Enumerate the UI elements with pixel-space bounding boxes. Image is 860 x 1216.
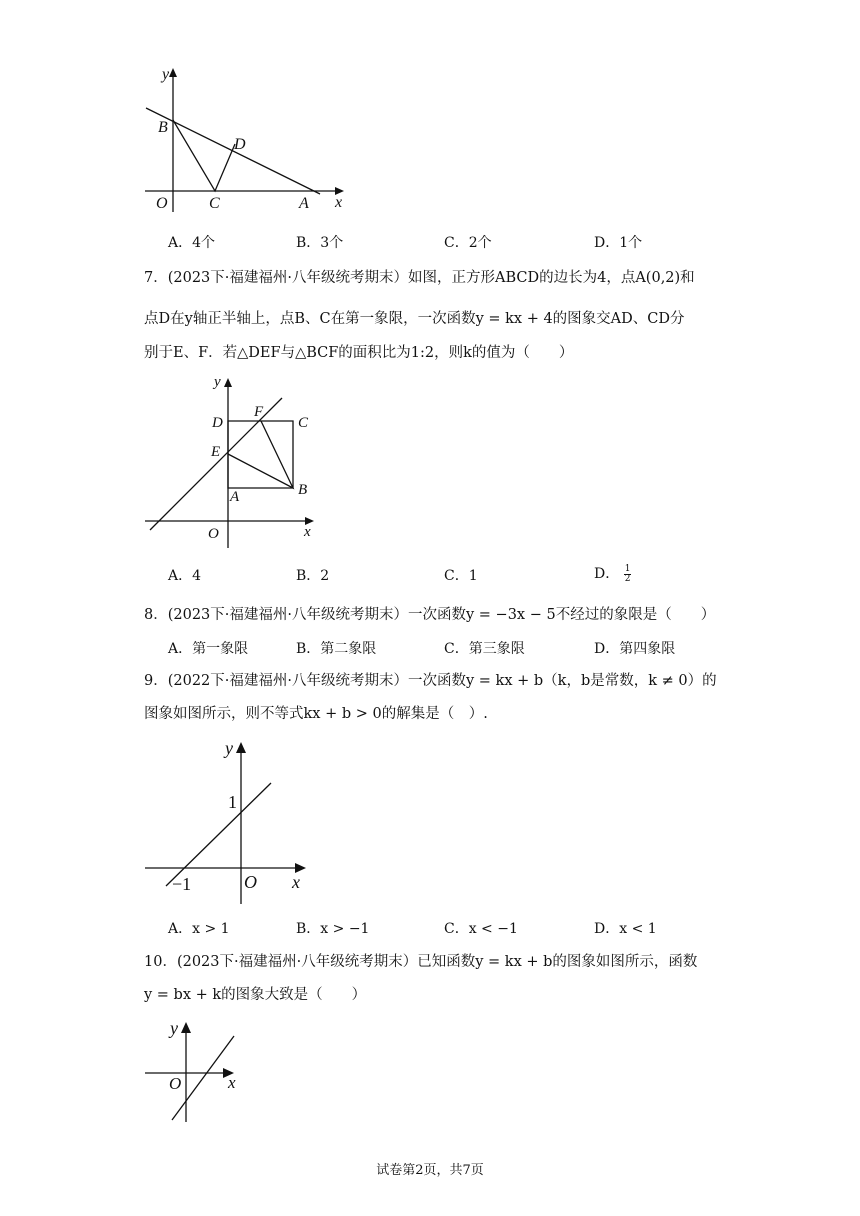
label-one: 1 — [228, 792, 237, 812]
function-line — [172, 1036, 234, 1120]
label-o: O — [156, 195, 168, 212]
q8-stem: 8．(2023下·福建福州·八年级统考期末）一次函数y = −3x − 5不经过的象限是（ ） — [144, 607, 716, 623]
q7-stem-line3: 别于E、F．若△DEF与△BCF的面积比为1:2，则k的值为（ ） — [144, 345, 574, 361]
q6-option-a[interactable]: A．4个 — [168, 235, 216, 251]
q10-figure — [140, 1016, 255, 1124]
q9-stem-line2: 图象如图所示，则不等式kx + b > 0的解集是（ ）. — [144, 706, 488, 722]
fraction-denominator: 2 — [624, 573, 631, 584]
q8-option-a[interactable]: A．第一象限 — [168, 641, 249, 657]
q7-option-c[interactable]: C．1 — [444, 568, 478, 584]
label-o: O — [208, 526, 219, 542]
label-x: x — [304, 524, 311, 540]
label-y: y — [162, 66, 170, 83]
label-y: y — [214, 374, 221, 390]
square-abcd — [228, 421, 293, 488]
q6-option-d[interactable]: D．1个 — [594, 235, 643, 251]
q6-option-c[interactable]: C．2个 — [444, 235, 492, 251]
q8-option-b[interactable]: B．第二象限 — [296, 641, 377, 657]
line-ab — [146, 108, 320, 194]
y-axis-arrow — [224, 378, 232, 387]
label-a: A — [299, 195, 309, 212]
fraction-one-half — [624, 565, 632, 584]
label-y: y — [225, 738, 233, 758]
q7-figure — [140, 370, 325, 552]
q10-stem-line1: 10．(2023下·福建福州·八年级统考期末）已知函数y = kx + b的图象如图所示，函数 — [144, 954, 698, 970]
y-axis-arrow — [236, 742, 246, 753]
q7-option-b[interactable]: B．2 — [296, 568, 330, 584]
page-footer: 试卷第2页，共7页 — [376, 1163, 484, 1178]
function-line — [166, 783, 271, 886]
label-b: B — [298, 482, 308, 498]
q10-stem-line2: y = bx + k的图象大致是（ ） — [144, 987, 367, 1003]
fraction-numerator: 1 — [624, 563, 631, 574]
segments-ebf — [228, 421, 293, 488]
label-b: B — [158, 119, 168, 136]
q6-option-b[interactable]: B．3个 — [296, 235, 344, 251]
label-e: E — [211, 444, 221, 460]
label-c: C — [298, 415, 309, 431]
label-x: x — [292, 872, 300, 892]
q9-stem-line1: 9．(2022下·福建福州·八年级统考期末）一次函数y = kx + b（k，b是常数，k ≠ 0）的 — [144, 673, 717, 689]
q9-option-c[interactable]: C．x < −1 — [444, 921, 518, 937]
label-x: x — [335, 194, 343, 211]
label-x: x — [228, 1073, 236, 1092]
q7-stem-line2: 点D在y轴正半轴上，点B、C在第一象限，一次函数y = kx + 4的图象交AD、CD分 — [144, 311, 685, 327]
label-y: y — [170, 1018, 178, 1038]
q8-option-d[interactable]: D．第四象限 — [594, 641, 676, 657]
segments-bcd — [173, 120, 235, 191]
y-axis-arrow — [169, 68, 177, 77]
y-axis-arrow — [181, 1022, 191, 1033]
label-d: D — [234, 136, 246, 153]
q7-option-d[interactable] — [594, 563, 631, 584]
q9-option-b[interactable]: B．x > −1 — [296, 921, 370, 937]
label-neg-one: −1 — [172, 874, 192, 894]
label-d: D — [212, 415, 223, 431]
label-o: O — [244, 872, 257, 892]
q9-option-d[interactable]: D．x < 1 — [594, 921, 657, 937]
label-f: F — [254, 404, 264, 420]
q7-option-d-letter: D． — [594, 566, 620, 582]
q9-figure — [140, 736, 315, 906]
q6-figure — [140, 62, 360, 212]
label-o: O — [169, 1074, 182, 1093]
q8-option-c[interactable]: C．第三象限 — [444, 641, 525, 657]
label-c: C — [209, 195, 220, 212]
label-a: A — [230, 489, 240, 505]
q7-option-a[interactable]: A．4 — [168, 568, 202, 584]
q7-stem-line1: 7．(2023下·福建福州·八年级统考期末）如图，正方形ABCD的边长为4，点A(0,2)和 — [144, 270, 695, 286]
q9-option-a[interactable]: A．x > 1 — [168, 921, 230, 937]
